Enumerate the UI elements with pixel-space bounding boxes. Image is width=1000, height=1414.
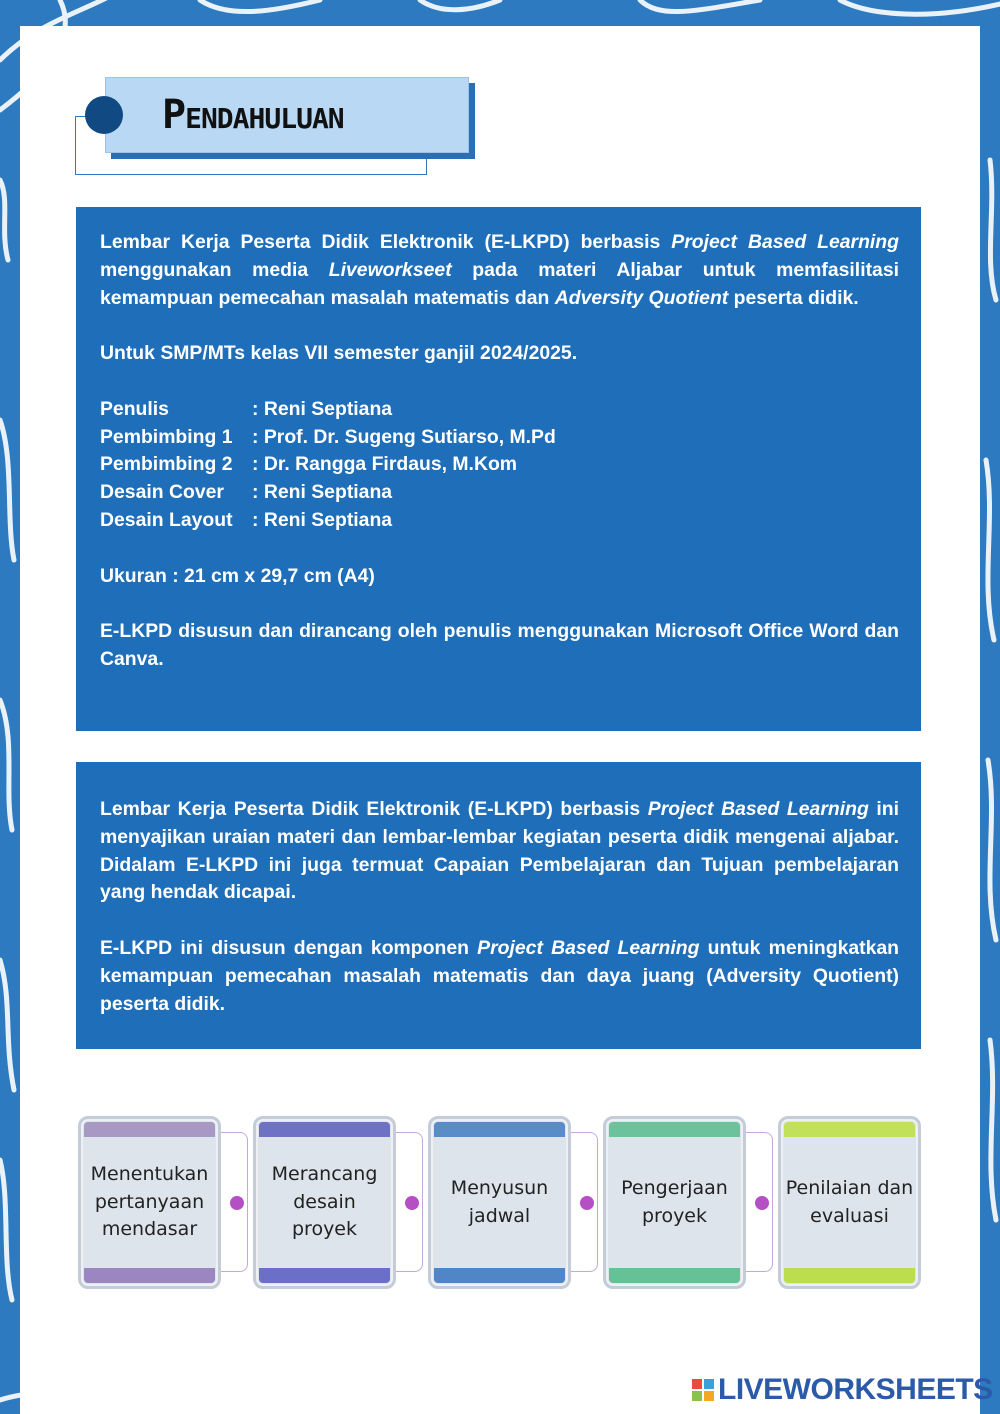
- step-bar-top: [784, 1122, 915, 1137]
- credit-label: Pembimbing 2: [100, 453, 233, 476]
- connector-dot-icon: [405, 1196, 419, 1210]
- intro-paragraph: Lembar Kerja Peserta Didik Elektronik (E-LKPD) berbasis Project Based Learning menggunakan media Liveworkseet pada materi Aljabar untuk memfasilitasi kemampuan pemecahan masalah matematis dan Adversity Quotient peserta didik.: [100, 231, 899, 309]
- step-label: Pengerjaan proyek: [621, 1177, 728, 1227]
- description-panel: [76, 762, 921, 1049]
- page-title: Pendahuluan: [162, 92, 344, 138]
- credits-list: [100, 396, 899, 535]
- credit-row: [100, 507, 899, 535]
- logo-mark-icon: [692, 1379, 714, 1401]
- credit-row: [100, 396, 899, 424]
- step-bar-top: [259, 1122, 390, 1137]
- credit-value: : Reni Septiana: [252, 397, 393, 420]
- step-label: Penilaian dan evaluasi: [785, 1177, 914, 1227]
- step-bar-bottom: [84, 1268, 215, 1283]
- components-paragraph: E-LKPD ini disusun dengan komponen Project Based Learning untuk meningkatkan kemampuan pemecahan masalah matematis dan daya juang (Adversity Quotient) peserta didik.: [100, 936, 900, 1015]
- tools-note: E-LKPD disusun dan dirancang oleh penulis menggunakan Microsoft Office Word dan Canva.: [100, 620, 899, 670]
- credit-label: Pembimbing 1: [100, 425, 233, 448]
- credit-value: : Prof. Dr. Sugeng Sutiarso, M.Pd: [252, 425, 556, 448]
- step-label: Menentukan pertanyaan mendasar: [90, 1163, 209, 1241]
- credit-value: : Dr. Rangga Firdaus, M.Kom: [252, 453, 518, 476]
- step-card: [428, 1116, 571, 1289]
- step-card: [253, 1116, 396, 1289]
- step-card: [778, 1116, 921, 1289]
- step-bar-bottom: [434, 1268, 565, 1283]
- heading-box: [105, 77, 469, 153]
- credit-label: Penulis: [100, 397, 169, 420]
- step-bar-top: [609, 1122, 740, 1137]
- step-bar-bottom: [259, 1268, 390, 1283]
- section-heading: [75, 76, 475, 176]
- credit-value: : Reni Septiana: [252, 481, 393, 504]
- step-bar-bottom: [609, 1268, 740, 1283]
- intro-panel: [76, 207, 921, 731]
- heading-bullet-icon: [85, 96, 123, 134]
- connector-dot-icon: [755, 1196, 769, 1210]
- step-label: Merancang desain proyek: [271, 1163, 378, 1241]
- credit-label: Desain Cover: [100, 481, 224, 504]
- connector-dot-icon: [580, 1196, 594, 1210]
- step-bar-top: [434, 1122, 565, 1137]
- credit-value: : Reni Septiana: [252, 508, 393, 531]
- pjbl-steps: [78, 1116, 923, 1291]
- credit-row: [100, 479, 899, 507]
- credit-row: [100, 424, 899, 452]
- logo-text: LIVEWORKSHEETS: [718, 1373, 993, 1406]
- credit-label: Desain Layout: [100, 508, 233, 531]
- credit-row: [100, 451, 899, 479]
- step-bar-top: [84, 1122, 215, 1137]
- step-bar-bottom: [784, 1268, 915, 1283]
- step-label: Menyusun jadwal: [450, 1177, 549, 1227]
- page-sheet: [20, 26, 980, 1414]
- description-paragraph: Lembar Kerja Peserta Didik Elektronik (E-LKPD) berbasis Project Based Learning ini menyajikan uraian materi dan lembar-lembar kegiatan peserta didik mengenai aljabar. Didalam E-LKPD ini juga termuat Capaian Pembelajaran dan Tujuan pembelajaran yang hendak dicapai.: [100, 798, 900, 904]
- step-card: [78, 1116, 221, 1289]
- paper-size: Ukuran : 21 cm x 29,7 cm (A4): [100, 564, 375, 587]
- step-card: [603, 1116, 746, 1289]
- connector-dot-icon: [230, 1196, 244, 1210]
- target-audience: Untuk SMP/MTs kelas VII semester ganjil 2024/2025.: [100, 342, 578, 365]
- liveworksheets-logo[interactable]: [692, 1372, 993, 1408]
